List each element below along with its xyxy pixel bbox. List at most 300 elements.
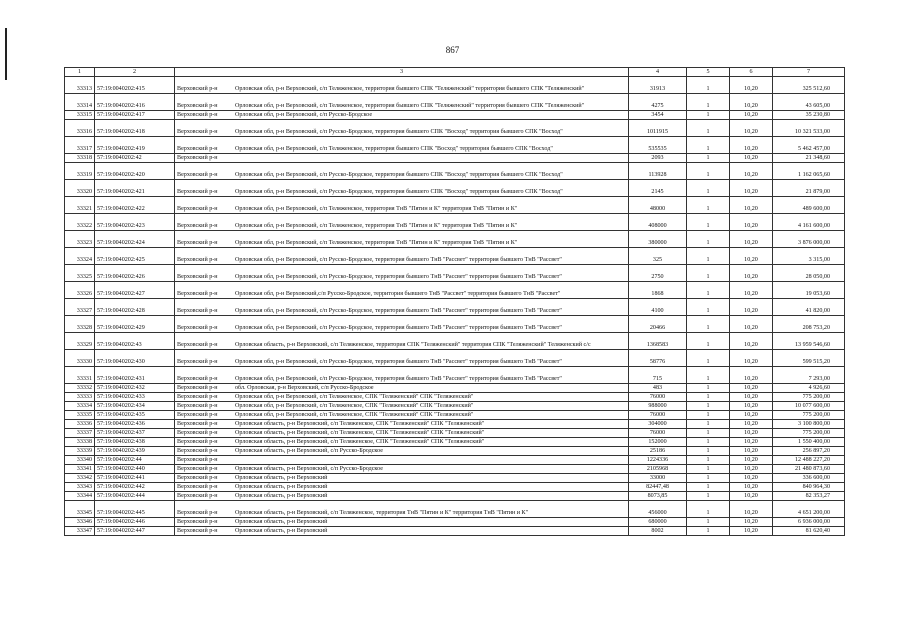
- region-text: Верховский р-н: [177, 189, 218, 195]
- address-text: Орловская область, р-н Верховский: [235, 484, 328, 490]
- table-row: [65, 231, 845, 248]
- area-cell: 1368583: [629, 333, 687, 350]
- region-text: Верховский р-н: [177, 308, 218, 314]
- cadastral-number-cell: 57:19:0040202:432: [95, 384, 175, 393]
- address-text: Орловская обл, р-н Верховский, с/п Русско-Бродское, территория бывшего СПК "Восход" территория бывшего СПК "Восход": [235, 129, 563, 135]
- region-text: Верховский р-н: [177, 466, 218, 472]
- cadastral-value-cell: 3 315,00: [773, 248, 845, 265]
- rate-cell: 10,20: [730, 456, 773, 465]
- column-header: 4: [629, 68, 687, 77]
- area-cell: 304000: [629, 420, 687, 429]
- area-cell: 31913: [629, 77, 687, 94]
- quantity-cell: 1: [687, 333, 730, 350]
- cadastral-number-cell: 57:19:0040202:423: [95, 214, 175, 231]
- rate-cell: 10,20: [730, 180, 773, 197]
- region-text: Верховский р-н: [177, 412, 218, 418]
- row-number-cell: 33329: [65, 333, 95, 350]
- location-cell: [175, 154, 629, 163]
- area-cell: 988000: [629, 402, 687, 411]
- quantity-cell: 1: [687, 367, 730, 384]
- row-number-cell: 33339: [65, 447, 95, 456]
- location-cell: [175, 429, 629, 438]
- rate-cell: 10,20: [730, 384, 773, 393]
- rate-cell: 10,20: [730, 94, 773, 111]
- table-row: [65, 137, 845, 154]
- region-text: Верховский р-н: [177, 519, 218, 525]
- cadastral-number-cell: 57:19:0040202:429: [95, 316, 175, 333]
- row-number-cell: 33346: [65, 518, 95, 527]
- region-text: Верховский р-н: [177, 493, 218, 499]
- cadastral-value-cell: 81 620,40: [773, 527, 845, 536]
- cadastral-value-cell: 19 053,60: [773, 282, 845, 299]
- quantity-cell: 1: [687, 111, 730, 120]
- location-cell: [175, 94, 629, 111]
- table-row: [65, 111, 845, 120]
- table-row: [65, 367, 845, 384]
- registry-table: [64, 67, 845, 536]
- table-row: [65, 429, 845, 438]
- cadastral-number-cell: 57:19:0040202:425: [95, 248, 175, 265]
- quantity-cell: 1: [687, 231, 730, 248]
- area-cell: 76000: [629, 411, 687, 420]
- column-header: 5: [687, 68, 730, 77]
- area-cell: 20466: [629, 316, 687, 333]
- row-number-cell: 33328: [65, 316, 95, 333]
- row-number-cell: 33318: [65, 154, 95, 163]
- rate-cell: 10,20: [730, 465, 773, 474]
- area-cell: 4275: [629, 94, 687, 111]
- region-text: Верховский р-н: [177, 240, 218, 246]
- quantity-cell: 1: [687, 420, 730, 429]
- area-cell: 76000: [629, 393, 687, 402]
- region-text: Верховский р-н: [177, 394, 218, 400]
- quantity-cell: 1: [687, 282, 730, 299]
- region-text: Верховский р-н: [177, 376, 218, 382]
- location-cell: [175, 474, 629, 483]
- location-cell: [175, 411, 629, 420]
- area-cell: 680000: [629, 518, 687, 527]
- location-cell: [175, 527, 629, 536]
- address-text: Орловская область, р-н Верховский, с/п Русско-Бродское: [235, 466, 383, 472]
- location-cell: [175, 77, 629, 94]
- table-row: [65, 483, 845, 492]
- rate-cell: 10,20: [730, 527, 773, 536]
- quantity-cell: 1: [687, 316, 730, 333]
- quantity-cell: 1: [687, 163, 730, 180]
- table-row: [65, 180, 845, 197]
- address-text: Орловская область, р-н Верховский, с/п Теляженское, СПК "Теляженский" СПК "Теляженский": [235, 439, 485, 445]
- cadastral-number-cell: 57:19:0040202:421: [95, 180, 175, 197]
- location-cell: [175, 231, 629, 248]
- region-text: Верховский р-н: [177, 86, 218, 92]
- quantity-cell: 1: [687, 474, 730, 483]
- column-header: 1: [65, 68, 95, 77]
- row-number-cell: 33319: [65, 163, 95, 180]
- area-cell: 2750: [629, 265, 687, 282]
- row-number-cell: 33330: [65, 350, 95, 367]
- region-text: Верховский р-н: [177, 457, 218, 463]
- row-number-cell: 33322: [65, 214, 95, 231]
- location-cell: [175, 384, 629, 393]
- address-text: Орловская обл, р-н Верховский, с/п Русско-Бродское, территория бывшего ТнВ "Рассвет" территория бывшего ТнВ "Рассвет": [235, 308, 562, 314]
- area-cell: 25186: [629, 447, 687, 456]
- address-text: Орловская область, р-н Верховский, с/п Русско-Бродское: [235, 448, 383, 454]
- table-row: [65, 501, 845, 518]
- cadastral-value-cell: 489 600,00: [773, 197, 845, 214]
- row-number-cell: 33317: [65, 137, 95, 154]
- table-row: [65, 411, 845, 420]
- address-text: Орловская обл, р-н Верховский, с/п Теляженское, территория бывшего СПК "Восход" территория бывшего СПК "Восход": [235, 146, 553, 152]
- quantity-cell: 1: [687, 154, 730, 163]
- cadastral-value-cell: 13 959 546,60: [773, 333, 845, 350]
- area-cell: 1011915: [629, 120, 687, 137]
- area-cell: 2105968: [629, 465, 687, 474]
- quantity-cell: 1: [687, 465, 730, 474]
- area-cell: 82447,48: [629, 483, 687, 492]
- table-row: [65, 420, 845, 429]
- address-text: Орловская обл, р-н Верховский, с/п Русско-Бродское, территория бывшего ТнВ "Рассвет" территория бывшего ТнВ "Рассвет": [235, 376, 562, 382]
- cadastral-value-cell: 21 879,00: [773, 180, 845, 197]
- row-number-cell: 33325: [65, 265, 95, 282]
- table-row: [65, 438, 845, 447]
- cadastral-value-cell: 775 200,00: [773, 429, 845, 438]
- rate-cell: 10,20: [730, 282, 773, 299]
- table-row: [65, 94, 845, 111]
- table-row: [65, 333, 845, 350]
- cadastral-number-cell: 57:19:0040202:438: [95, 438, 175, 447]
- quantity-cell: 1: [687, 77, 730, 94]
- rate-cell: 10,20: [730, 120, 773, 137]
- area-cell: 535535: [629, 137, 687, 154]
- quantity-cell: 1: [687, 518, 730, 527]
- location-cell: [175, 518, 629, 527]
- table-row: [65, 214, 845, 231]
- region-text: Верховский р-н: [177, 448, 218, 454]
- region-text: Верховский р-н: [177, 223, 218, 229]
- region-text: Верховский р-н: [177, 421, 218, 427]
- address-text: Орловская область, р-н Верховский: [235, 493, 328, 499]
- region-text: Верховский р-н: [177, 257, 218, 263]
- table-row: [65, 456, 845, 465]
- table-row: [65, 77, 845, 94]
- area-cell: 483: [629, 384, 687, 393]
- address-text: Орловская область, р-н Верховский, с/п Теляженское, СПК "Теляженский" СПК "Теляженский": [235, 430, 485, 436]
- cadastral-number-cell: 57:19:0040202:431: [95, 367, 175, 384]
- cadastral-number-cell: 57:19:0040202:418: [95, 120, 175, 137]
- cadastral-value-cell: 3 876 000,00: [773, 231, 845, 248]
- cadastral-value-cell: 599 515,20: [773, 350, 845, 367]
- cadastral-value-cell: 7 293,00: [773, 367, 845, 384]
- cadastral-number-cell: 57:19:0040202:446: [95, 518, 175, 527]
- rate-cell: 10,20: [730, 77, 773, 94]
- address-text: Орловская обл, р-н Верховский, с/п Теляженское, территория бывшего СПК "Теляженский" территория бывшего СПК "Теляженский": [235, 103, 585, 109]
- area-cell: 715: [629, 367, 687, 384]
- quantity-cell: 1: [687, 248, 730, 265]
- location-cell: [175, 501, 629, 518]
- address-text: Орловская обл, р-н Верховский, с/п Теляженское, территория ТнВ "Пятин и К" территория ТнВ "Пятин и К": [235, 206, 518, 212]
- location-cell: [175, 483, 629, 492]
- table-row: [65, 282, 845, 299]
- area-cell: 2093: [629, 154, 687, 163]
- quantity-cell: 1: [687, 411, 730, 420]
- cadastral-number-cell: 57:19:0040202:435: [95, 411, 175, 420]
- quantity-cell: 1: [687, 299, 730, 316]
- address-text: Орловская область, р-н Верховский, с/п Теляженское, СПК "Теляженский" СПК "Теляженский": [235, 421, 485, 427]
- page-number: 867: [445, 45, 460, 55]
- table-row: [65, 154, 845, 163]
- area-cell: 8073,85: [629, 492, 687, 501]
- row-number-cell: 33333: [65, 393, 95, 402]
- area-cell: 456000: [629, 501, 687, 518]
- area-cell: 325: [629, 248, 687, 265]
- region-text: Верховский р-н: [177, 439, 218, 445]
- row-number-cell: 33345: [65, 501, 95, 518]
- quantity-cell: 1: [687, 438, 730, 447]
- region-text: Верховский р-н: [177, 385, 218, 391]
- rate-cell: 10,20: [730, 429, 773, 438]
- row-number-cell: 33341: [65, 465, 95, 474]
- address-text: Орловская область, р-н Верховский: [235, 519, 328, 525]
- table-row: [65, 465, 845, 474]
- address-text: Орловская обл, р-н Верховский, с/п Теляженское, территория ТнВ "Пятин и К" территория ТнВ "Пятин и К": [235, 223, 518, 229]
- quantity-cell: 1: [687, 350, 730, 367]
- cadastral-number-cell: 57:19:0040202:447: [95, 527, 175, 536]
- cadastral-number-cell: 57:19:0040202:434: [95, 402, 175, 411]
- cadastral-number-cell: 57:19:0040202:42: [95, 154, 175, 163]
- table-row: [65, 393, 845, 402]
- region-text: Верховский р-н: [177, 325, 218, 331]
- quantity-cell: 1: [687, 393, 730, 402]
- area-cell: 113928: [629, 163, 687, 180]
- table-row: [65, 384, 845, 393]
- quantity-cell: 1: [687, 137, 730, 154]
- cadastral-number-cell: 57:19:0040202:445: [95, 501, 175, 518]
- cadastral-value-cell: 4 161 600,00: [773, 214, 845, 231]
- location-cell: [175, 197, 629, 214]
- cadastral-value-cell: 4 651 200,00: [773, 501, 845, 518]
- row-number-cell: 33334: [65, 402, 95, 411]
- address-text: Орловская обл, р-н Верховский, с/п Теляженское, СПК "Теляженский" СПК "Теляженский": [235, 394, 474, 400]
- region-text: Верховский р-н: [177, 155, 218, 161]
- table-row: [65, 474, 845, 483]
- cadastral-value-cell: 840 964,30: [773, 483, 845, 492]
- cadastral-value-cell: 5 462 457,00: [773, 137, 845, 154]
- area-cell: 408000: [629, 214, 687, 231]
- row-number-cell: 33343: [65, 483, 95, 492]
- cadastral-value-cell: 21 480 873,60: [773, 465, 845, 474]
- row-number-cell: 33327: [65, 299, 95, 316]
- table-row: [65, 265, 845, 282]
- cadastral-number-cell: 57:19:0040202:416: [95, 94, 175, 111]
- region-text: Верховский р-н: [177, 475, 218, 481]
- cadastral-number-cell: 57:19:0040202:426: [95, 265, 175, 282]
- cadastral-value-cell: 256 897,20: [773, 447, 845, 456]
- rate-cell: 10,20: [730, 316, 773, 333]
- row-number-cell: 33347: [65, 527, 95, 536]
- area-cell: 33000: [629, 474, 687, 483]
- address-text: Орловская область, р-н Верховский: [235, 475, 328, 481]
- cadastral-number-cell: 57:19:0040202:428: [95, 299, 175, 316]
- address-text: Орловская обл, р-н Верховский, с/п Русско-Бродское: [235, 112, 373, 118]
- row-number-cell: 33314: [65, 94, 95, 111]
- cadastral-value-cell: 21 348,60: [773, 154, 845, 163]
- quantity-cell: 1: [687, 94, 730, 111]
- quantity-cell: 1: [687, 402, 730, 411]
- address-text: Орловская обл, р-н Верховский, с/п Русско-Бродское, территория бывшего СПК "Восход" территория бывшего СПК "Восход": [235, 189, 563, 195]
- table-row: [65, 402, 845, 411]
- cadastral-value-cell: 10 077 600,00: [773, 402, 845, 411]
- address-text: Орловская обл, р-н Верховский, с/п Русско-Бродское, территория бывшего ТнВ "Рассвет" территория бывшего ТнВ "Рассвет": [235, 257, 562, 263]
- area-cell: 48000: [629, 197, 687, 214]
- column-header: 3: [175, 68, 629, 77]
- row-number-cell: 33336: [65, 420, 95, 429]
- row-number-cell: 33331: [65, 367, 95, 384]
- address-text: Орловская область, р-н Верховский, с/п Теляженское, территория ТнВ "Пятин и К" территория ТнВ "Пятин и К": [235, 510, 529, 516]
- area-cell: 4100: [629, 299, 687, 316]
- region-text: Верховский р-н: [177, 291, 218, 297]
- table-row: [65, 518, 845, 527]
- rate-cell: 10,20: [730, 265, 773, 282]
- location-cell: [175, 447, 629, 456]
- location-cell: [175, 420, 629, 429]
- rate-cell: 10,20: [730, 111, 773, 120]
- quantity-cell: 1: [687, 447, 730, 456]
- cadastral-number-cell: 57:19:0040202:427: [95, 282, 175, 299]
- row-number-cell: 33326: [65, 282, 95, 299]
- quantity-cell: 1: [687, 197, 730, 214]
- column-header: 2: [95, 68, 175, 77]
- cadastral-number-cell: 57:19:0040202:43: [95, 333, 175, 350]
- region-text: Верховский р-н: [177, 342, 218, 348]
- cadastral-value-cell: 775 200,00: [773, 411, 845, 420]
- quantity-cell: 1: [687, 483, 730, 492]
- table-row: [65, 350, 845, 367]
- cadastral-number-cell: 57:19:0040202:444: [95, 492, 175, 501]
- cadastral-number-cell: 57:19:0040202:440: [95, 465, 175, 474]
- rate-cell: 10,20: [730, 214, 773, 231]
- address-text: Орловская область, р-н Верховский, с/п Теляженское, территория СПК "Теляженский" территория СПК "Теляженский" Теляженский с/с: [235, 342, 591, 348]
- table-row: [65, 197, 845, 214]
- rate-cell: 10,20: [730, 248, 773, 265]
- cadastral-value-cell: 208 753,20: [773, 316, 845, 333]
- location-cell: [175, 492, 629, 501]
- location-cell: [175, 299, 629, 316]
- area-cell: 152000: [629, 438, 687, 447]
- address-text: Орловская область, р-н Верховский: [235, 528, 328, 534]
- cadastral-value-cell: 4 926,60: [773, 384, 845, 393]
- rate-cell: 10,20: [730, 518, 773, 527]
- quantity-cell: 1: [687, 384, 730, 393]
- address-text: Орловская обл, р-н Верховский, с/п Русско-Бродское, территория бывшего СПК "Восход" территория бывшего СПК "Восход": [235, 172, 563, 178]
- rate-cell: 10,20: [730, 197, 773, 214]
- cadastral-number-cell: 57:19:0040202:442: [95, 483, 175, 492]
- quantity-cell: 1: [687, 501, 730, 518]
- cadastral-value-cell: 43 605,00: [773, 94, 845, 111]
- location-cell: [175, 393, 629, 402]
- location-cell: [175, 120, 629, 137]
- column-number-row: [65, 68, 845, 77]
- row-number-cell: 33324: [65, 248, 95, 265]
- cadastral-value-cell: 6 936 000,00: [773, 518, 845, 527]
- location-cell: [175, 214, 629, 231]
- cadastral-value-cell: 28 050,00: [773, 265, 845, 282]
- region-text: Верховский р-н: [177, 359, 218, 365]
- rate-cell: 10,20: [730, 492, 773, 501]
- cadastral-number-cell: 57:19:0040202:419: [95, 137, 175, 154]
- area-cell: 8002: [629, 527, 687, 536]
- cadastral-value-cell: 12 488 227,20: [773, 456, 845, 465]
- cadastral-value-cell: 10 321 533,00: [773, 120, 845, 137]
- quantity-cell: 1: [687, 527, 730, 536]
- rate-cell: 10,20: [730, 393, 773, 402]
- address-text: Орловская обл, р-н Верховский, с/п Теляженское, территория ТнВ "Пятин и К" территория ТнВ "Пятин и К": [235, 240, 518, 246]
- rate-cell: 10,20: [730, 420, 773, 429]
- location-cell: [175, 163, 629, 180]
- location-cell: [175, 465, 629, 474]
- rate-cell: 10,20: [730, 154, 773, 163]
- address-text: Орловская обл, р-н Верховский, с/п Русско-Бродское, территория бывшего ТнВ "Рассвет" территория бывшего ТнВ "Рассвет": [235, 359, 562, 365]
- quantity-cell: 1: [687, 456, 730, 465]
- rate-cell: 10,20: [730, 438, 773, 447]
- table-row: [65, 248, 845, 265]
- rate-cell: 10,20: [730, 501, 773, 518]
- cadastral-number-cell: 57:19:0040202:417: [95, 111, 175, 120]
- table-row: [65, 163, 845, 180]
- table-row: [65, 316, 845, 333]
- location-cell: [175, 367, 629, 384]
- cadastral-value-cell: 82 353,27: [773, 492, 845, 501]
- rate-cell: 10,20: [730, 350, 773, 367]
- row-number-cell: 33337: [65, 429, 95, 438]
- location-cell: [175, 282, 629, 299]
- rate-cell: 10,20: [730, 137, 773, 154]
- row-number-cell: 33338: [65, 438, 95, 447]
- rate-cell: 10,20: [730, 483, 773, 492]
- cadastral-number-cell: 57:19:0040202:415: [95, 77, 175, 94]
- cadastral-number-cell: 57:19:0040202:433: [95, 393, 175, 402]
- cadastral-value-cell: 3 100 800,00: [773, 420, 845, 429]
- rate-cell: 10,20: [730, 163, 773, 180]
- region-text: Верховский р-н: [177, 129, 218, 135]
- address-text: обл. Орловская, р-н Верховский, с/п Русско-Бродское: [235, 385, 374, 391]
- table-row: [65, 492, 845, 501]
- location-cell: [175, 180, 629, 197]
- rate-cell: 10,20: [730, 447, 773, 456]
- cadastral-value-cell: 1 550 400,00: [773, 438, 845, 447]
- rate-cell: 10,20: [730, 474, 773, 483]
- quantity-cell: 1: [687, 429, 730, 438]
- location-cell: [175, 248, 629, 265]
- address-text: Орловская обл, р-н Верховский, с/п Теляженское, СПК "Теляженский" СПК "Теляженский": [235, 403, 474, 409]
- region-text: Верховский р-н: [177, 172, 218, 178]
- region-text: Верховский р-н: [177, 103, 218, 109]
- rate-cell: 10,20: [730, 411, 773, 420]
- rate-cell: 10,20: [730, 333, 773, 350]
- row-number-cell: 33321: [65, 197, 95, 214]
- row-number-cell: 33342: [65, 474, 95, 483]
- region-text: Верховский р-н: [177, 403, 218, 409]
- row-number-cell: 33332: [65, 384, 95, 393]
- quantity-cell: 1: [687, 265, 730, 282]
- row-number-cell: 33316: [65, 120, 95, 137]
- address-text: Орловская обл, р-н Верховский, с/п Русско-Бродское, территория бывшего ТнВ "Рассвет" территория бывшего ТнВ "Рассвет": [235, 274, 562, 280]
- cadastral-value-cell: 325 512,60: [773, 77, 845, 94]
- cadastral-number-cell: 57:19:0040202:436: [95, 420, 175, 429]
- location-cell: [175, 137, 629, 154]
- row-number-cell: 33344: [65, 492, 95, 501]
- location-cell: [175, 333, 629, 350]
- region-text: Верховский р-н: [177, 510, 218, 516]
